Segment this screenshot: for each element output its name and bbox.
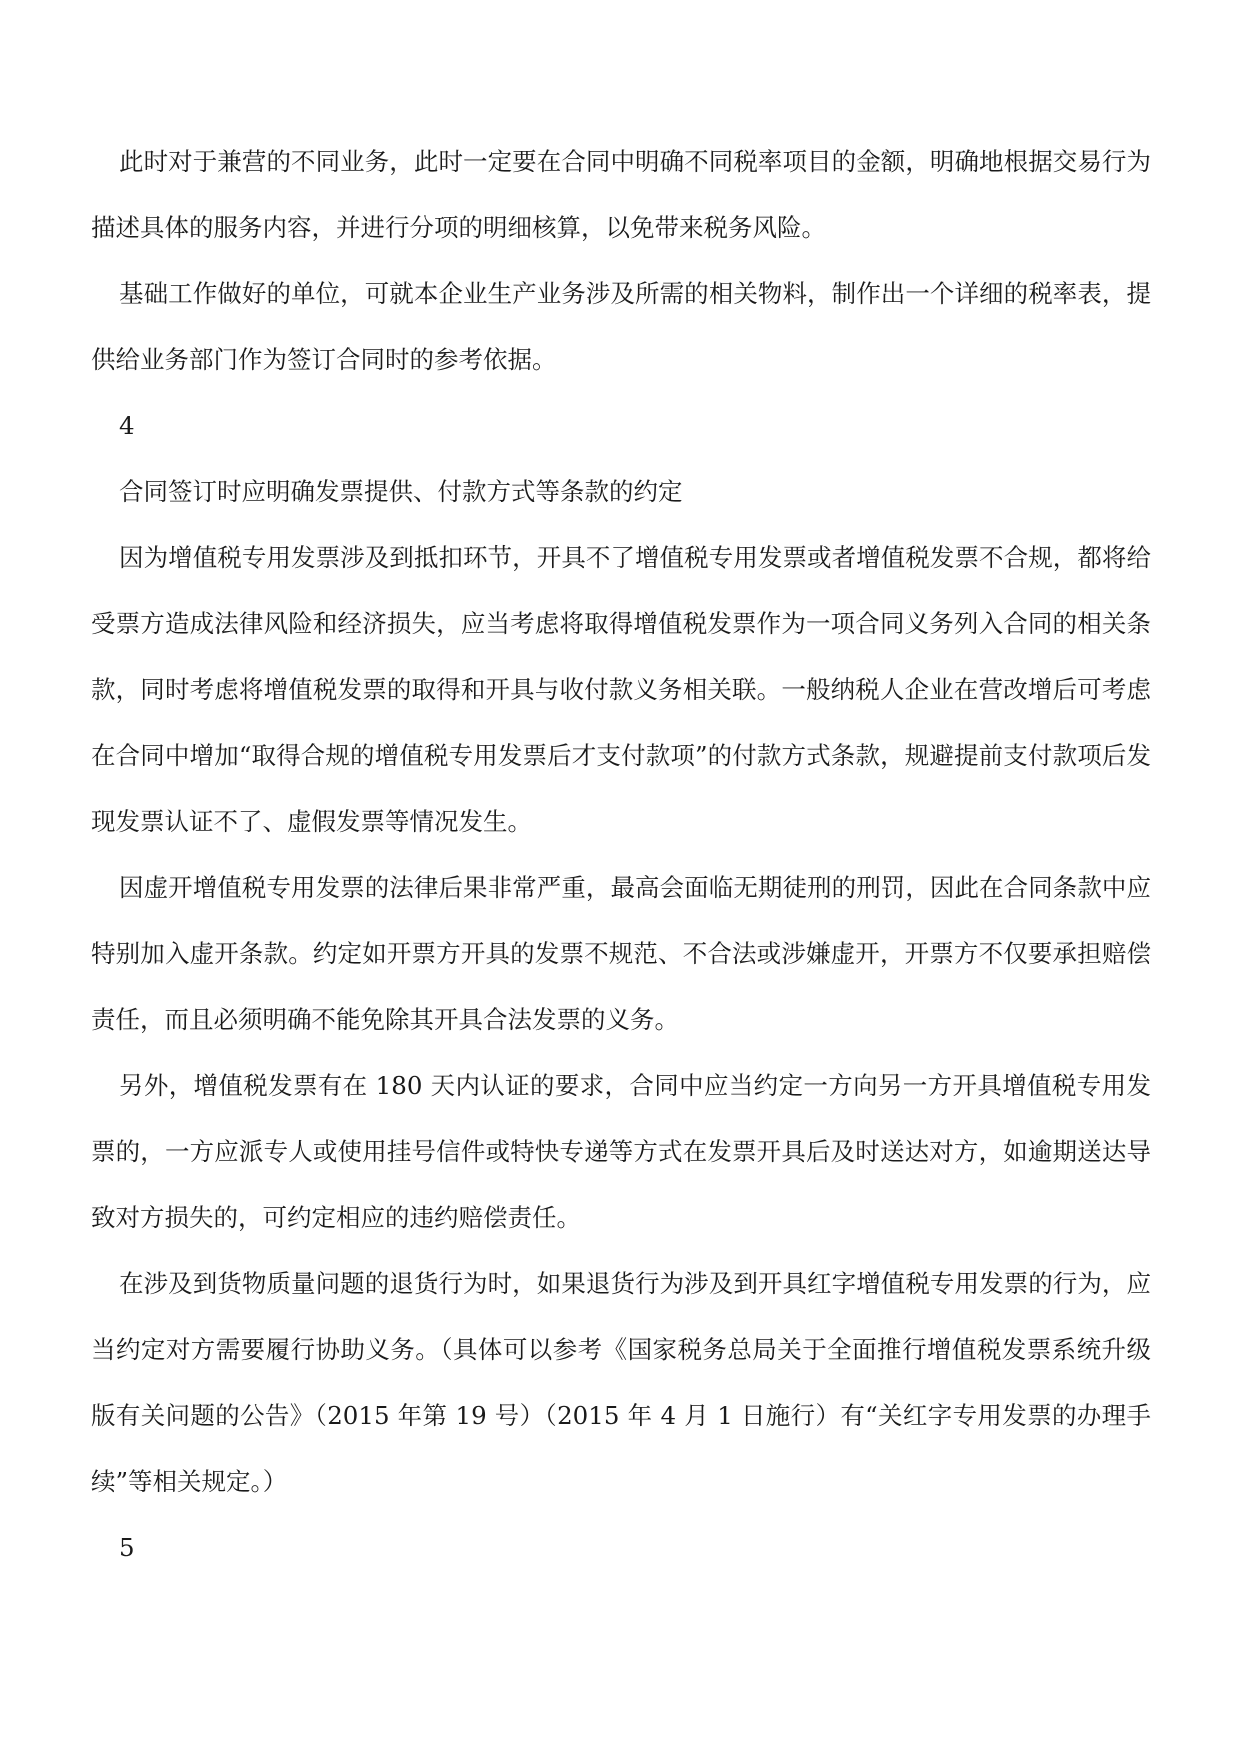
paragraph-invoice-payment: 因为增值税专用发票涉及到抵扣环节，开具不了增值税专用发票或者增值税发票不合规，都将给受票方造成法律风险和经济损失，应当考虑将取得增值税发票作为一项合同义务列入合同的相关条款，同时考虑将增值税发票的取得和开具与收付款义务相关联。一般纳税人企业在营改增后可考虑在合同中增加“取得合规的增值税专用发票后才支付款项”的付款方式条款，规避提前支付款项后发现发票认证不了、虚假发票等情况发生。 (91, 543, 1151, 836)
paragraph-false-invoice: 因虚开增值税专用发票的法律后果非常严重，最高会面临无期徒刑的刑罚，因此在合同条款中应特别加入虚开条款。约定如开票方开具的发票不规范、不合法或涉嫌虚开，开票方不仅要承担赔偿责任，而且必须明确不能免除其开具合法发票的义务。 (91, 873, 1151, 1034)
paragraph-tax-rate-table: 基础工作做好的单位，可就本企业生产业务涉及所需的相关物料，制作出一个详细的税率表，提供给业务部门作为签订合同时的参考依据。 (91, 279, 1151, 374)
section-heading: 合同签订时应明确发票提供、付款方式等条款的约定 (119, 477, 683, 506)
paragraph-mixed-business: 此时对于兼营的不同业务，此时一定要在合同中明确不同税率项目的金额，明确地根据交易行为描述具体的服务内容，并进行分项的明细核算，以免带来税务风险。 (91, 147, 1151, 242)
paragraph-180-days: 另外，增值税发票有在 180 天内认证的要求，合同中应当约定一方向另一方开具增值税专用发票的，一方应派专人或使用挂号信件或特快专递等方式在发票开具后及时送达对方，如逾期送达导致对方损失的，可约定相应的违约赔偿责任。 (91, 1071, 1151, 1232)
document-body (91, 129, 1151, 1581)
section-number: 4 (119, 411, 135, 440)
paragraph-red-invoice: 在涉及到货物质量问题的退货行为时，如果退货行为涉及到开具红字增值税专用发票的行为，应当约定对方需要履行协助义务。（具体可以参考《国家税务总局关于全面推行增值税发票系统升级版有关问题的公告》（2015 年第 19 号）（2015 年 4 月 1 日施行）有“关红字专用发票的办理手续”等相关规定。） (91, 1269, 1151, 1496)
section-number: 5 (119, 1533, 135, 1562)
